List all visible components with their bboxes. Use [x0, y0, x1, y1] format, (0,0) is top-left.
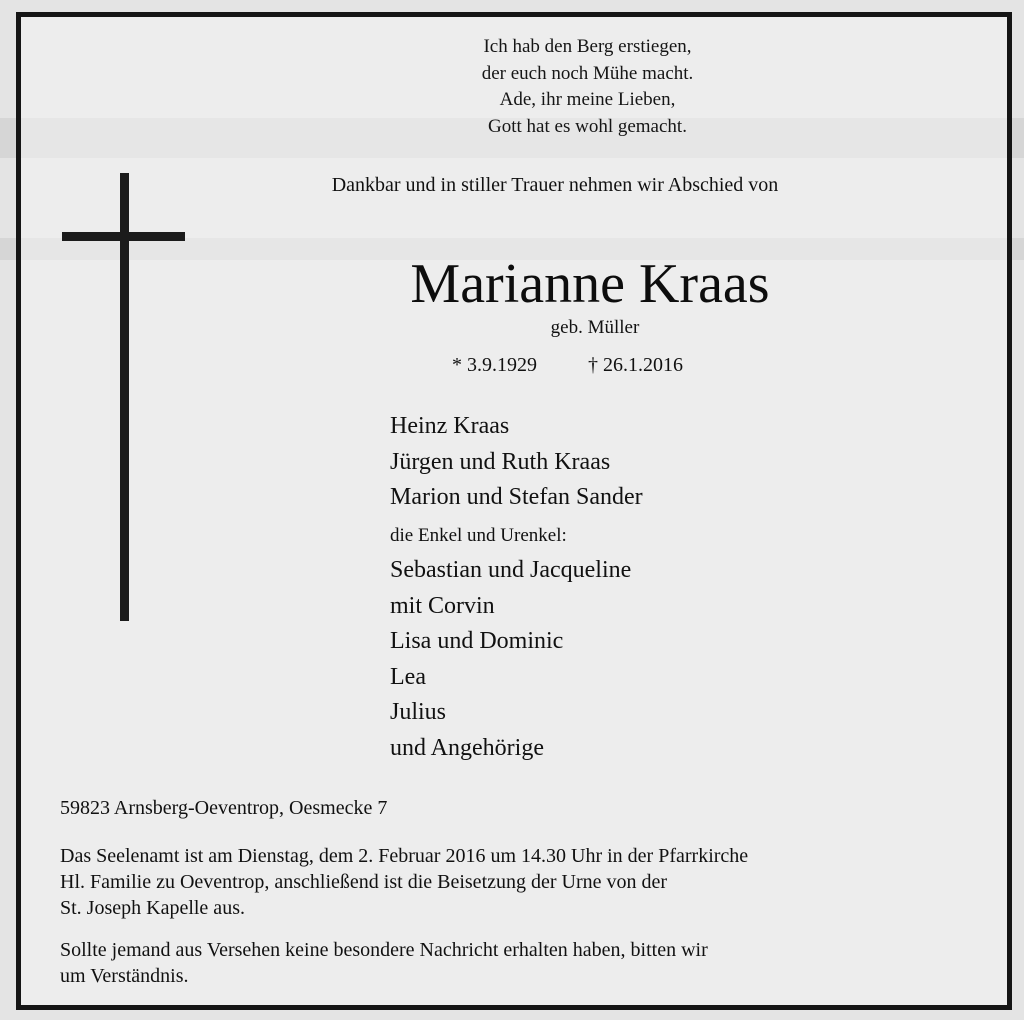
deceased-name: Marianne Kraas: [410, 253, 770, 315]
service-notice: [60, 843, 748, 921]
death-date: † 26.1.2016: [588, 354, 683, 376]
grandchild-entry: Lisa und Dominic: [390, 628, 564, 654]
grandchildren-list: [390, 553, 631, 766]
grandchild-entry: und Angehörige: [390, 734, 544, 761]
maiden-name: geb. Müller: [550, 317, 640, 338]
grandchild-entry: Sebastian und Jacqueline: [390, 557, 632, 583]
closing-note-line: Sollte jemand aus Versehen keine besondere Nachricht erhalten haben, bitten wir: [60, 939, 708, 961]
closing-note: [60, 937, 708, 989]
memorial-verse: [300, 34, 875, 140]
service-notice-line: Das Seelenamt ist am Dienstag, dem 2. Februar 2016 um 14.30 Uhr in der Pfarrkirche: [60, 845, 749, 867]
cross-horizontal-bar: [62, 232, 185, 241]
farewell-line: Dankbar und in stiller Trauer nehmen wir Abschied von: [331, 174, 779, 196]
closing-note-line: um Verständnis.: [60, 965, 189, 987]
service-notice-line: St. Joseph Kapelle aus.: [60, 897, 245, 919]
verse-line: Ade, ihr meine Lieben,: [499, 89, 676, 110]
family-member: Heinz Kraas: [390, 413, 510, 439]
family-member: Marion und Stefan Sander: [390, 484, 643, 510]
verse-line: Gott hat es wohl gemacht.: [488, 115, 687, 137]
family-list: [390, 409, 643, 516]
verse-line: Ich hab den Berg erstiegen,: [483, 36, 692, 57]
grandchild-entry: Julius: [390, 699, 447, 725]
birth-date: * 3.9.1929: [452, 354, 537, 376]
grandchildren-heading: die Enkel und Urenkel:: [390, 525, 567, 546]
grandchild-entry: Lea: [390, 663, 426, 690]
verse-line: der euch noch Mühe macht.: [481, 62, 694, 84]
grandchild-entry: mit Corvin: [390, 592, 495, 619]
service-notice-line: Hl. Familie zu Oeventrop, anschließend ist die Beisetzung der Urne von der: [60, 871, 668, 893]
life-dates: [452, 354, 683, 377]
family-member: Jürgen und Ruth Kraas: [390, 448, 611, 475]
mourner-address: 59823 Arnsberg-Oeventrop, Oesmecke 7: [60, 797, 388, 819]
